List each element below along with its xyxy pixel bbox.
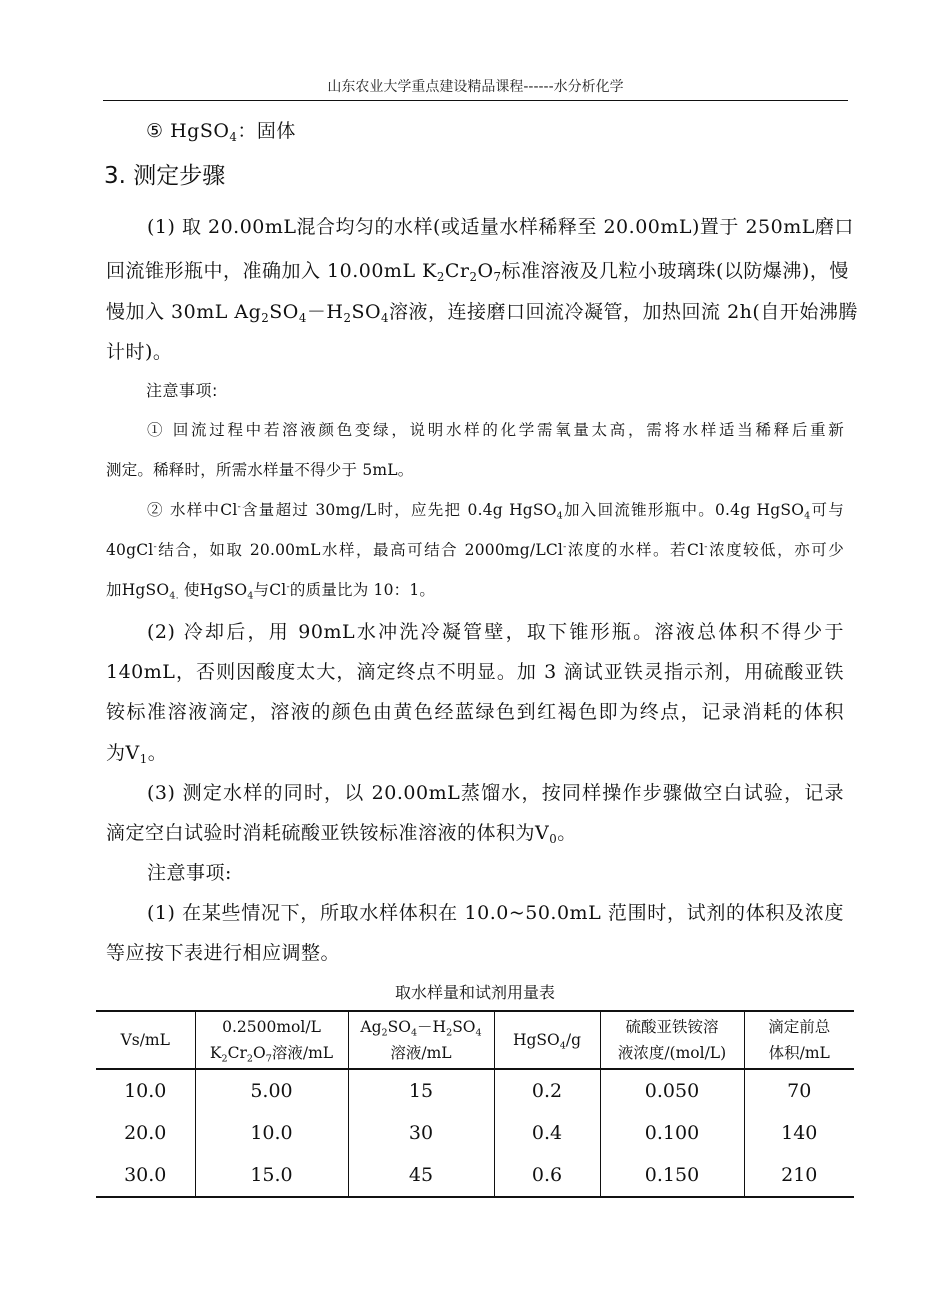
- header-rule: [103, 100, 848, 101]
- table-cell: 15.0: [195, 1154, 348, 1197]
- table-cell: 10.0: [195, 1112, 348, 1154]
- table-row: [96, 1112, 854, 1154]
- table-cell: 0.100: [600, 1112, 744, 1154]
- note1-line2: 测定。稀释时，所需水样量不得少于 5mL。: [106, 461, 414, 479]
- notes2-line1: (1) 在某些情况下，所取水样体积在 10.0~50.0mL 范围时，试剂的体积及浓度: [147, 902, 844, 924]
- col-header-k2cr2o7: 0.2500mol/L $K_2Cr_2O_7$溶液/mL: [195, 1011, 348, 1069]
- item-number: ⑤: [146, 120, 164, 142]
- table-cell: 0.4: [494, 1112, 600, 1154]
- step1-line1: (1) 取 20.00mL混合均匀的水样(或适量水样稀释至 20.00mL)置于 250mL磨口: [147, 216, 854, 238]
- col-header-ag2so4: $Ag_2SO_4-H_2SO_4$ 溶液/mL: [348, 1011, 494, 1069]
- note2-line1: ② 水样中Cl-含量超过 30mg/L时，应先把 0.4g HgSO$_4$加入回流锥形瓶中。0.4g HgSO$_4$可与: [147, 501, 844, 522]
- item-text: HgSO: [170, 120, 230, 142]
- step3-line2: 滴定空白试验时消耗硫酸亚铁铵标准溶液的体积为$V_0$。: [106, 822, 577, 847]
- table-cell: 0.6: [494, 1154, 600, 1197]
- table-cell: 0.2: [494, 1069, 600, 1112]
- col-header-hgso4: HgSO$_4$/g: [494, 1011, 600, 1069]
- table-row: [96, 1069, 854, 1112]
- table-cell: 10.0: [124, 1080, 167, 1102]
- table-cell: 15: [348, 1069, 494, 1112]
- step1-line2: 回流锥形瓶中，准确加入 10.00mL $K_2Cr_2O_7$标准溶液及几粒小玻璃珠(以防爆沸)，慢: [106, 260, 849, 285]
- reagent-table: [96, 1010, 854, 1198]
- table-cell: 30.0: [124, 1164, 167, 1186]
- table-caption: 取水样量和试剂用量表: [394, 983, 555, 1002]
- step2-line3: 铵标准溶液滴定，溶液的颜色由黄色经蓝绿色到红褐色即为终点，记录消耗的体积: [106, 701, 844, 723]
- table-cell: 20.0: [124, 1122, 167, 1144]
- notes2-title: 注意事项:: [147, 862, 232, 884]
- step2-line1: (2) 冷却后，用 90mL水冲洗冷凝管壁，取下锥形瓶。溶液总体积不得少于: [147, 621, 844, 643]
- col-header-total-volume: 滴定前总 体积/mL: [744, 1011, 854, 1069]
- reagent-item-5: [146, 116, 296, 143]
- notes-title: 注意事项:: [146, 381, 218, 400]
- subscript: 4: [229, 130, 238, 145]
- note2-line3: 加HgSO$_{4.}$ 使HgSO$_4$与Cl-的质量比为 10：1。: [106, 581, 436, 602]
- table-cell: 210: [744, 1154, 854, 1197]
- table-cell: 5.00: [195, 1069, 348, 1112]
- running-header: 山东农业大学重点建设精品课程------水分析化学: [327, 79, 624, 95]
- table-header-row: [96, 1011, 854, 1069]
- table-cell: 0.050: [600, 1069, 744, 1112]
- item-text: ：固体: [237, 120, 296, 142]
- step1-line4: 计时)。: [106, 341, 173, 363]
- step3-line1: (3) 测定水样的同时，以 20.00mL蒸馏水，按同样操作步骤做空白试验，记录: [147, 782, 844, 804]
- table-row: [96, 1154, 854, 1197]
- table-cell: 70: [744, 1069, 854, 1112]
- table-cell: 45: [348, 1154, 494, 1197]
- col-header-fe-concentration: 硫酸亚铁铵溶 液浓度/(mol/L): [600, 1011, 744, 1069]
- table-cell: 140: [744, 1112, 854, 1154]
- note1-line1: ① 回流过程中若溶液颜色变绿，说明水样的化学需氧量太高，需将水样适当稀释后重新: [147, 421, 844, 439]
- table-cell: 30: [348, 1112, 494, 1154]
- section-heading: 3. 测定步骤: [104, 163, 226, 189]
- note2-line2: 40gCl-结合，如取 20.00mL水样，最高可结合 2000mg/LCl-浓度的水样。若Cl-浓度较低，亦可少: [106, 541, 844, 559]
- step2-line2: 140mL，否则因酸度太大，滴定终点不明显。加 3 滴试亚铁灵指示剂，用硫酸亚铁: [106, 661, 844, 683]
- notes2-line2: 等应按下表进行相应调整。: [106, 942, 341, 964]
- col-header-vs: Vs/mL: [96, 1011, 195, 1069]
- table-cell: 0.150: [600, 1154, 744, 1197]
- step2-line4: 为$V_1$。: [106, 742, 168, 767]
- step1-line3: 慢加入 30mL $Ag_2SO_4-H_2SO_4$溶液，连接磨口回流冷凝管，加热回流 2h(自开始沸腾: [106, 301, 858, 326]
